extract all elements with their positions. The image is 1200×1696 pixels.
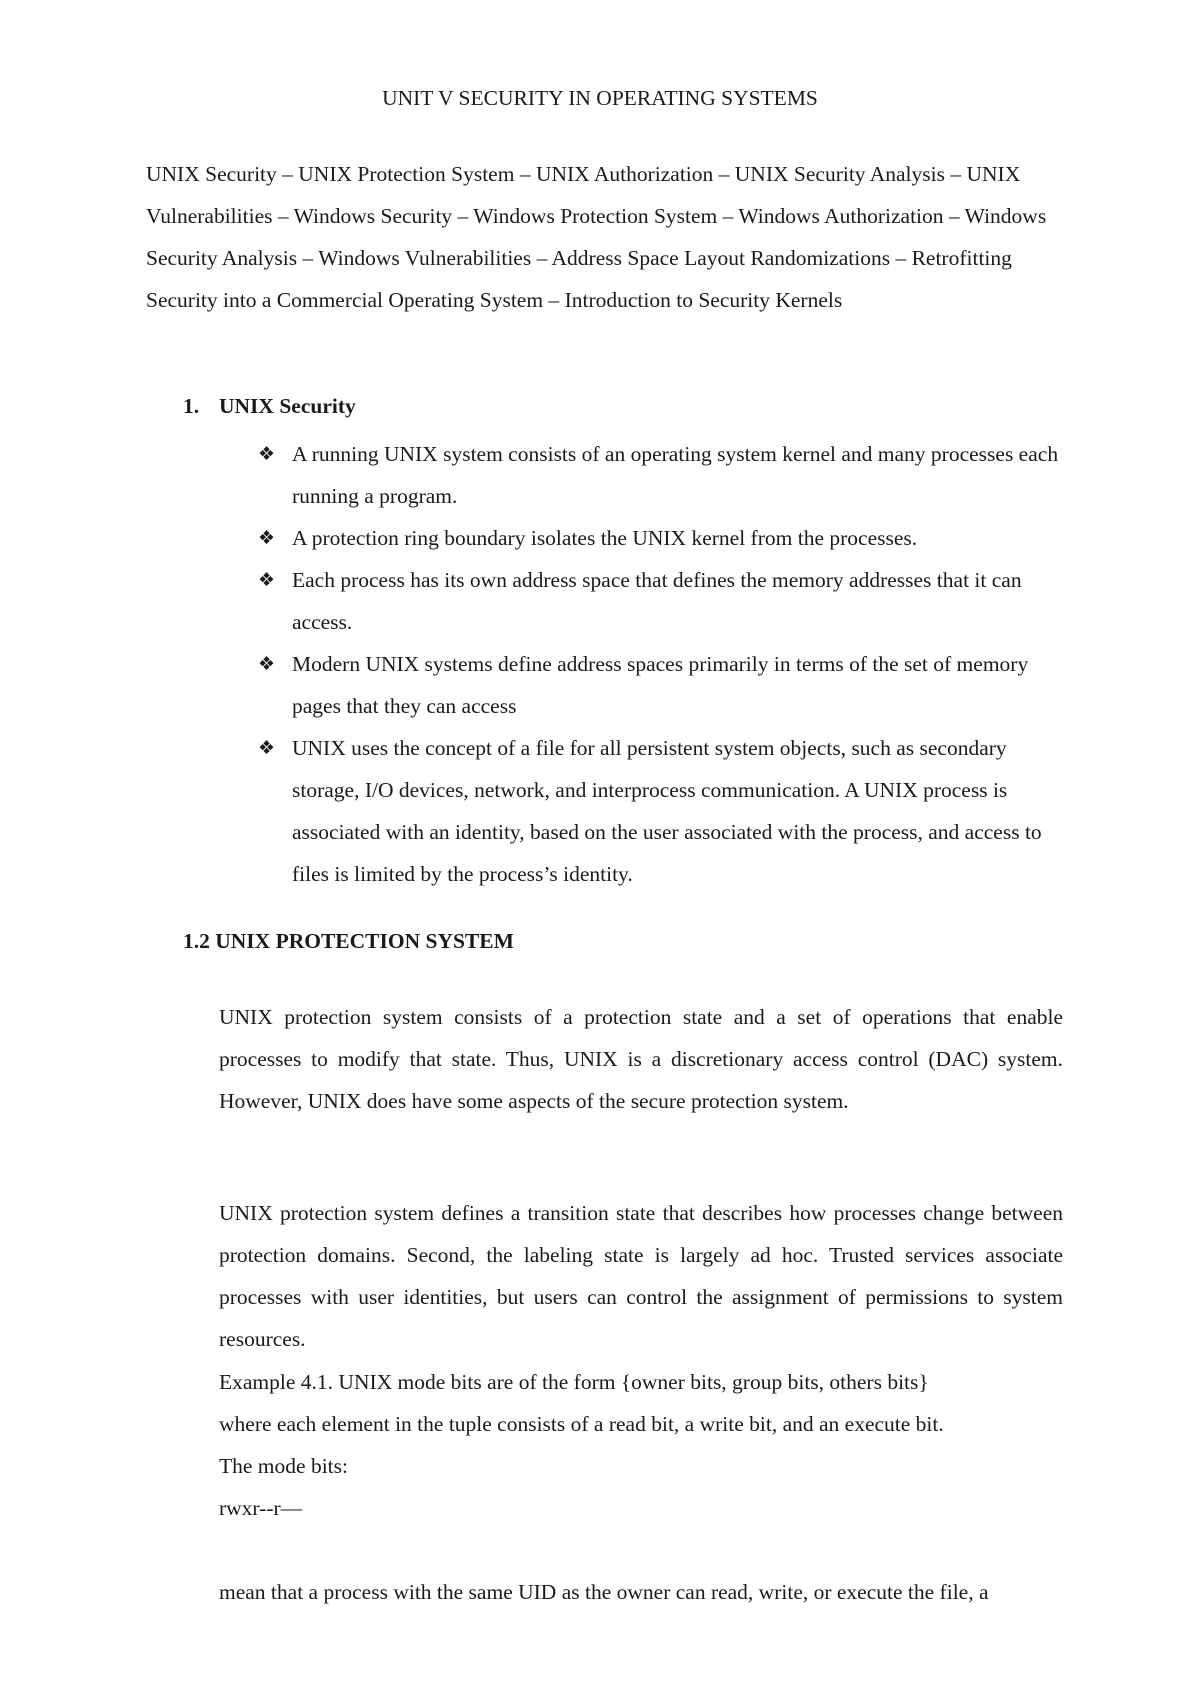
bullet-text: UNIX uses the concept of a file for all persistent system objects, such as secondary storage, I/O devices, network, and interprocess communication. A UNIX process is associated with an identity, based on the user associated with the process, and access to files is limited by the process’s identity. xyxy=(292,736,1042,886)
bullet-text: Modern UNIX systems define address spaces primarily in terms of the set of memory pages that they can access xyxy=(292,652,1029,718)
bullet-item xyxy=(258,433,1070,517)
mode-bits-example: rwxr--r— xyxy=(219,1496,303,1520)
section-2-heading: 1.2 UNIX PROTECTION SYSTEM xyxy=(183,929,514,953)
diamond-bullet-icon: ❖ xyxy=(258,527,276,549)
bullet-text: A protection ring boundary isolates the UNIX kernel from the processes. xyxy=(292,526,918,550)
section-1-title: UNIX Security xyxy=(219,394,356,418)
bullet-item xyxy=(258,643,1070,727)
syllabus-text: UNIX Security – UNIX Protection System – UNIX Authorization – UNIX Security Analysis – UNIX Vulnerabilities – Windows Security – Windows Protection System – Windows Authorization – Windows Security Analysis – Windows Vulnerabilities – Address Space Layout Randomizations – Retrofitting Security into a Commercial Operating System – Introduction to Security Kernels xyxy=(146,162,1047,312)
diamond-bullet-icon: ❖ xyxy=(258,737,276,759)
example-line-1: Example 4.1. UNIX mode bits are of the form {owner bits, group bits, others bits} xyxy=(219,1370,929,1394)
example-line-2: where each element in the tuple consists of a read bit, a write bit, and an execute bit. xyxy=(219,1412,944,1436)
bullet-item xyxy=(258,727,1070,895)
bullet-item xyxy=(258,559,1070,643)
bullet-item xyxy=(258,517,1070,559)
section-1-number: 1. xyxy=(183,394,200,418)
section-1-heading xyxy=(183,394,356,419)
protection-system-paragraph-3: mean that a process with the same UID as the owner can read, write, or execute the file, a xyxy=(219,1580,989,1604)
section-1-bullet-list xyxy=(258,433,1070,895)
example-line-3: The mode bits: xyxy=(219,1454,348,1478)
protection-system-paragraph-2: UNIX protection system defines a transition state that describes how processes change between protection domains. Second, the labeling state is largely ad hoc. Trusted services associate processes with user identities, but users can control the assignment of permissions to system resources. xyxy=(219,1201,1063,1351)
protection-system-paragraph-1: UNIX protection system consists of a protection state and a set of operations that enable processes to modify that state. Thus, UNIX is a discretionary access control (DAC) system. However, UNIX does have some aspects of the secure protection system. xyxy=(219,1005,1063,1113)
bullet-text: A running UNIX system consists of an operating system kernel and many processes each running a program. xyxy=(292,442,1059,508)
page-title: UNIT V SECURITY IN OPERATING SYSTEMS xyxy=(382,86,818,110)
diamond-bullet-icon: ❖ xyxy=(258,653,276,675)
diamond-bullet-icon: ❖ xyxy=(258,569,276,591)
bullet-text: Each process has its own address space that defines the memory addresses that it can access. xyxy=(292,568,1022,634)
diamond-bullet-icon: ❖ xyxy=(258,443,276,465)
